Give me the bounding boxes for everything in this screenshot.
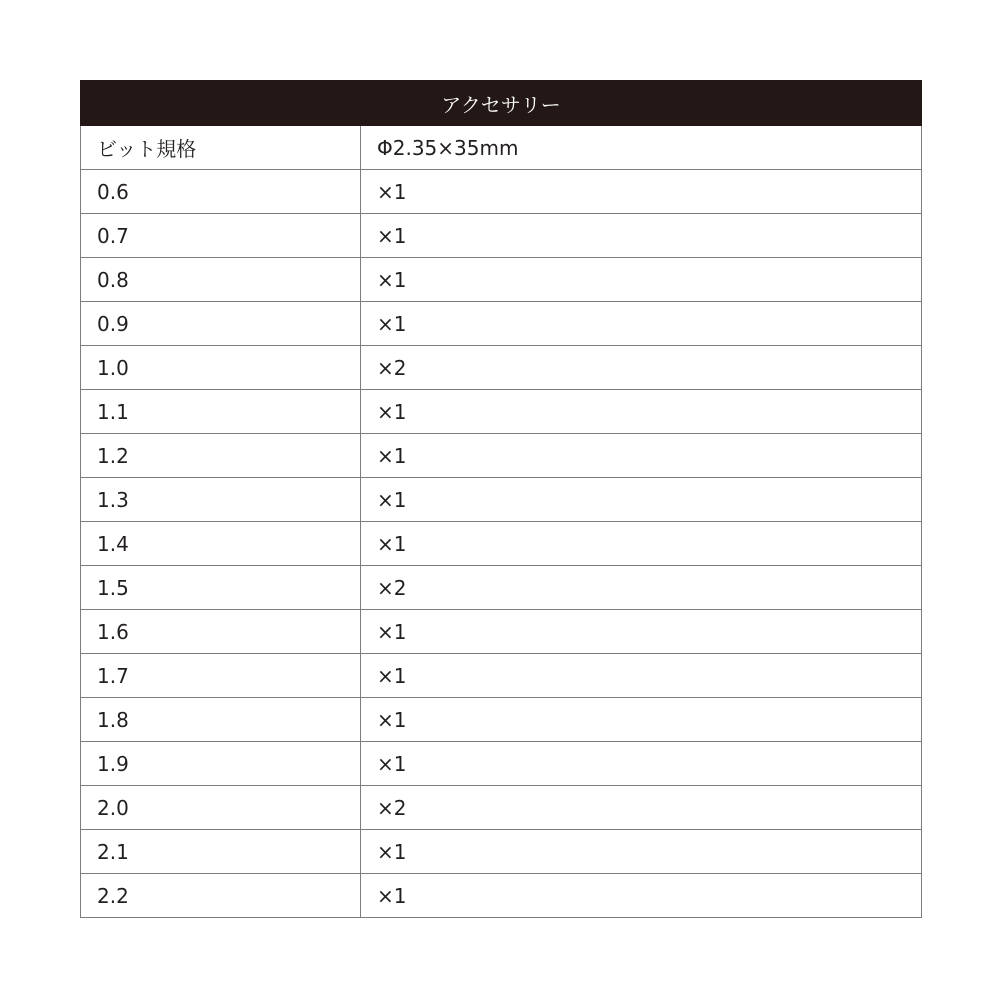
bit-size-cell: 2.2 xyxy=(81,874,361,918)
bit-size-cell: 1.1 xyxy=(81,390,361,434)
table-header-row xyxy=(81,81,922,126)
bit-size-cell: 1.3 xyxy=(81,478,361,522)
spec-row xyxy=(81,126,922,170)
table-row xyxy=(81,786,922,830)
table-body xyxy=(81,126,922,918)
table-row xyxy=(81,566,922,610)
table-row xyxy=(81,214,922,258)
quantity-cell: ×1 xyxy=(361,830,922,874)
table-row xyxy=(81,346,922,390)
table-row xyxy=(81,478,922,522)
bit-size-cell: 0.6 xyxy=(81,170,361,214)
bit-size-cell: 1.8 xyxy=(81,698,361,742)
table-row xyxy=(81,170,922,214)
quantity-cell: ×2 xyxy=(361,346,922,390)
quantity-cell: ×1 xyxy=(361,874,922,918)
table-row xyxy=(81,522,922,566)
quantity-cell: ×1 xyxy=(361,610,922,654)
table-row xyxy=(81,698,922,742)
quantity-cell: ×1 xyxy=(361,478,922,522)
table-row xyxy=(81,434,922,478)
spec-value: Φ2.35×35mm xyxy=(361,126,922,170)
bit-size-cell: 0.7 xyxy=(81,214,361,258)
table-row xyxy=(81,654,922,698)
bit-size-cell: 0.8 xyxy=(81,258,361,302)
table-row xyxy=(81,258,922,302)
quantity-cell: ×1 xyxy=(361,170,922,214)
bit-size-cell: 1.7 xyxy=(81,654,361,698)
table-row xyxy=(81,830,922,874)
quantity-cell: ×1 xyxy=(361,390,922,434)
quantity-cell: ×1 xyxy=(361,522,922,566)
table-row xyxy=(81,874,922,918)
quantity-cell: ×1 xyxy=(361,654,922,698)
bit-size-cell: 1.9 xyxy=(81,742,361,786)
accessory-table xyxy=(80,80,922,918)
bit-size-cell: 1.0 xyxy=(81,346,361,390)
quantity-cell: ×1 xyxy=(361,742,922,786)
table-row xyxy=(81,390,922,434)
quantity-cell: ×1 xyxy=(361,434,922,478)
quantity-cell: ×1 xyxy=(361,302,922,346)
quantity-cell: ×1 xyxy=(361,214,922,258)
bit-size-cell: 1.6 xyxy=(81,610,361,654)
bit-size-cell: 0.9 xyxy=(81,302,361,346)
table-row xyxy=(81,742,922,786)
quantity-cell: ×2 xyxy=(361,566,922,610)
bit-size-cell: 1.2 xyxy=(81,434,361,478)
table-title: アクセサリー xyxy=(81,81,922,126)
bit-size-cell: 1.5 xyxy=(81,566,361,610)
bit-size-cell: 2.1 xyxy=(81,830,361,874)
table-row xyxy=(81,302,922,346)
quantity-cell: ×1 xyxy=(361,258,922,302)
bit-size-cell: 1.4 xyxy=(81,522,361,566)
table-row xyxy=(81,610,922,654)
spec-label: ビット規格 xyxy=(81,126,361,170)
bit-size-cell: 2.0 xyxy=(81,786,361,830)
quantity-cell: ×2 xyxy=(361,786,922,830)
quantity-cell: ×1 xyxy=(361,698,922,742)
